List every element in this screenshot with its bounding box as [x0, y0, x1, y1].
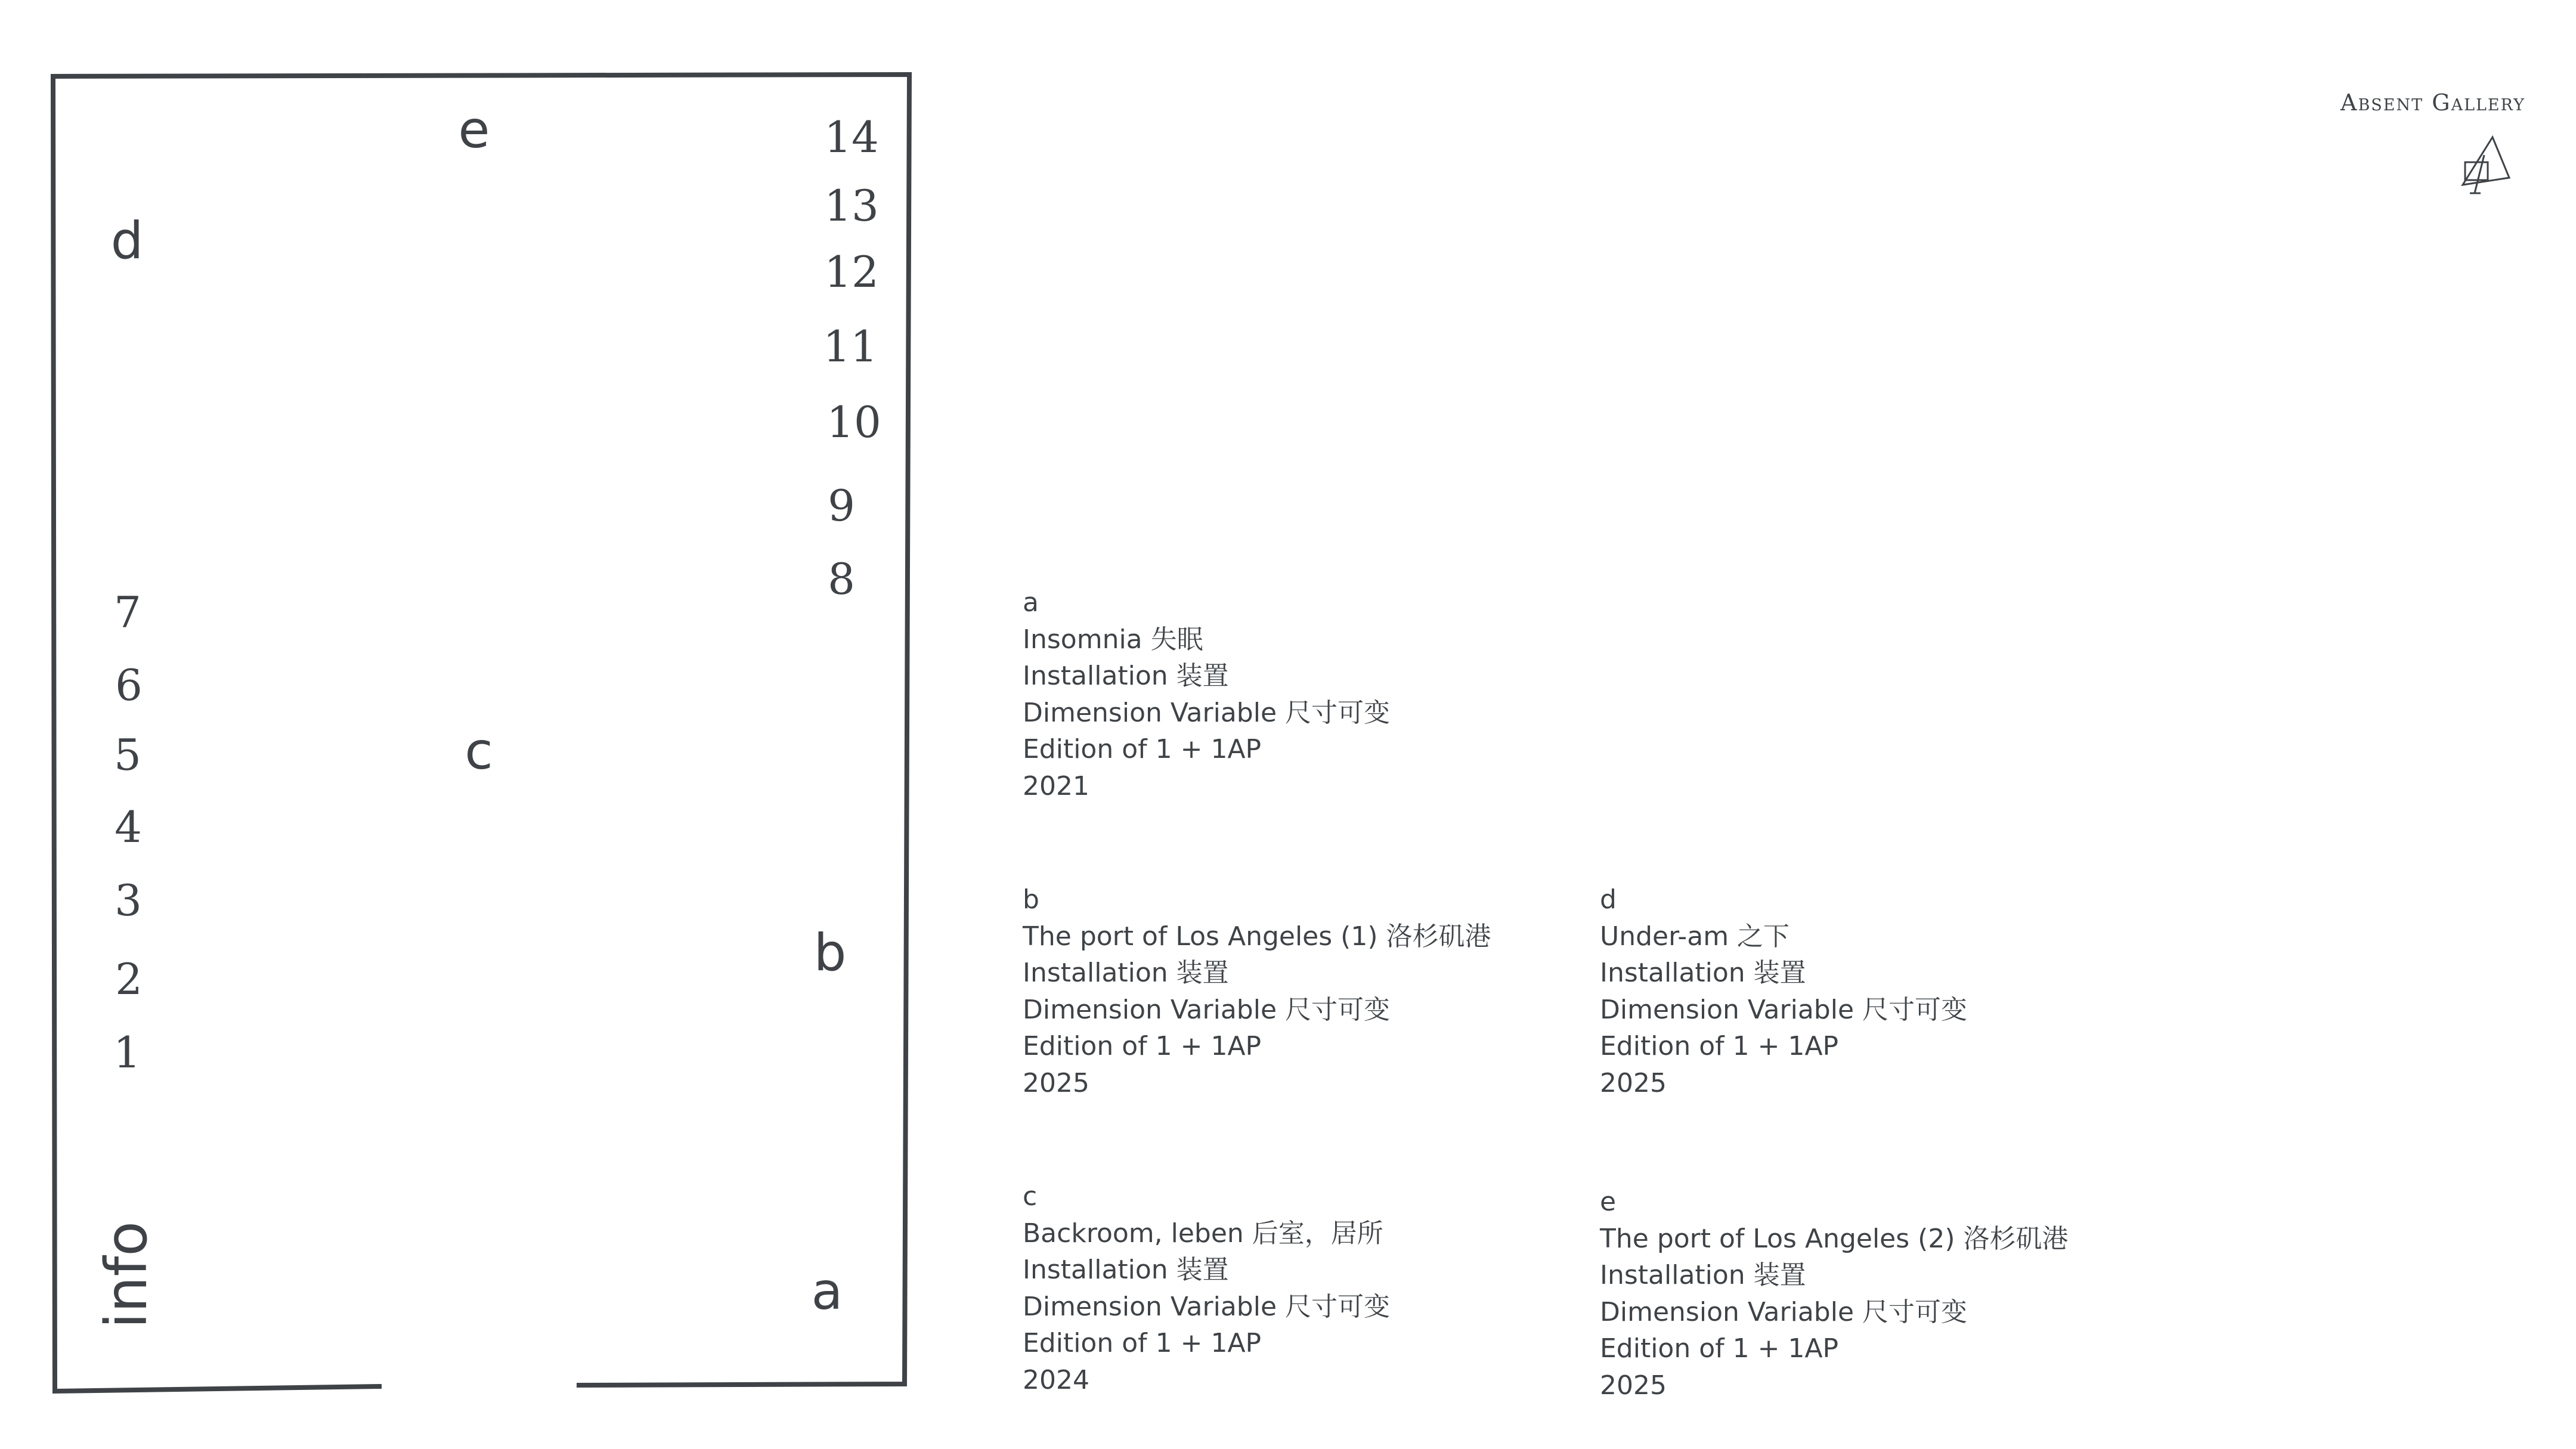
work-title: Insomnia 失眠: [1023, 624, 1203, 655]
work-medium: Installation 装置: [1023, 1255, 1229, 1285]
work-key: d: [1600, 884, 1617, 915]
work-edition: Edition of 1 + 1AP: [1023, 734, 1262, 764]
work-dimensions: Dimension Variable 尺寸可变: [1023, 1291, 1390, 1322]
work-entry-d: [1600, 881, 1967, 1101]
work-dimensions: Dimension Variable 尺寸可变: [1023, 994, 1390, 1025]
work-edition: Edition of 1 + 1AP: [1600, 1031, 1839, 1061]
wall-number-5[interactable]: 5: [114, 730, 141, 780]
wall-number-12[interactable]: 12: [824, 247, 879, 297]
work-year: 2021: [1023, 770, 1089, 801]
zone-label-b[interactable]: b: [813, 923, 847, 983]
work-dimensions: Dimension Variable 尺寸可变: [1600, 994, 1967, 1025]
zone-label-e[interactable]: e: [458, 100, 490, 160]
work-medium: Installation 装置: [1600, 1260, 1806, 1290]
wall-number-14[interactable]: 14: [824, 112, 879, 162]
absent-gallery-logo-icon: [2457, 131, 2516, 197]
zone-label-a[interactable]: a: [811, 1262, 843, 1321]
work-dimensions: Dimension Variable 尺寸可变: [1600, 1296, 1967, 1327]
work-year: 2024: [1023, 1364, 1089, 1395]
work-entry-b: [1023, 881, 1491, 1101]
work-dimensions: Dimension Variable 尺寸可变: [1023, 697, 1390, 728]
work-year: 2025: [1023, 1067, 1089, 1098]
work-entry-c: [1023, 1178, 1390, 1398]
work-title: Backroom, leben 后室，居所: [1023, 1218, 1383, 1249]
zone-label-c[interactable]: c: [465, 722, 493, 781]
work-medium: Installation 装置: [1600, 958, 1806, 988]
work-entry-e: [1600, 1184, 2068, 1404]
work-entry-a: [1023, 584, 1390, 804]
work-key: e: [1600, 1187, 1617, 1217]
work-title: Under-am 之下: [1600, 921, 1790, 952]
work-key: a: [1023, 587, 1039, 618]
wall-number-4[interactable]: 4: [114, 802, 142, 852]
work-key: c: [1023, 1181, 1038, 1212]
gallery-name: Absent Gallery: [2340, 89, 2525, 116]
wall-number-9[interactable]: 9: [828, 481, 855, 531]
wall-number-10[interactable]: 10: [826, 397, 881, 447]
wall-number-3[interactable]: 3: [114, 875, 142, 925]
work-edition: Edition of 1 + 1AP: [1600, 1333, 1839, 1364]
zone-label-info[interactable]: info: [93, 1221, 160, 1329]
work-title: The port of Los Angeles (1) 洛杉矶港: [1023, 921, 1491, 952]
work-edition: Edition of 1 + 1AP: [1023, 1328, 1262, 1358]
wall-number-7[interactable]: 7: [114, 587, 141, 637]
wall-number-6[interactable]: 6: [115, 660, 143, 710]
work-medium: Installation 装置: [1023, 958, 1229, 988]
work-year: 2025: [1600, 1370, 1667, 1401]
zone-label-d[interactable]: d: [110, 211, 144, 271]
wall-number-13[interactable]: 13: [824, 181, 879, 231]
work-medium: Installation 装置: [1023, 661, 1229, 691]
wall-number-11[interactable]: 11: [823, 321, 878, 371]
work-key: b: [1023, 884, 1039, 915]
wall-number-8[interactable]: 8: [828, 554, 855, 604]
work-title: The port of Los Angeles (2) 洛杉矶港: [1600, 1223, 2069, 1254]
work-year: 2025: [1600, 1067, 1667, 1098]
wall-number-2[interactable]: 2: [115, 954, 143, 1004]
wall-number-1[interactable]: 1: [113, 1027, 141, 1078]
work-edition: Edition of 1 + 1AP: [1023, 1031, 1262, 1061]
